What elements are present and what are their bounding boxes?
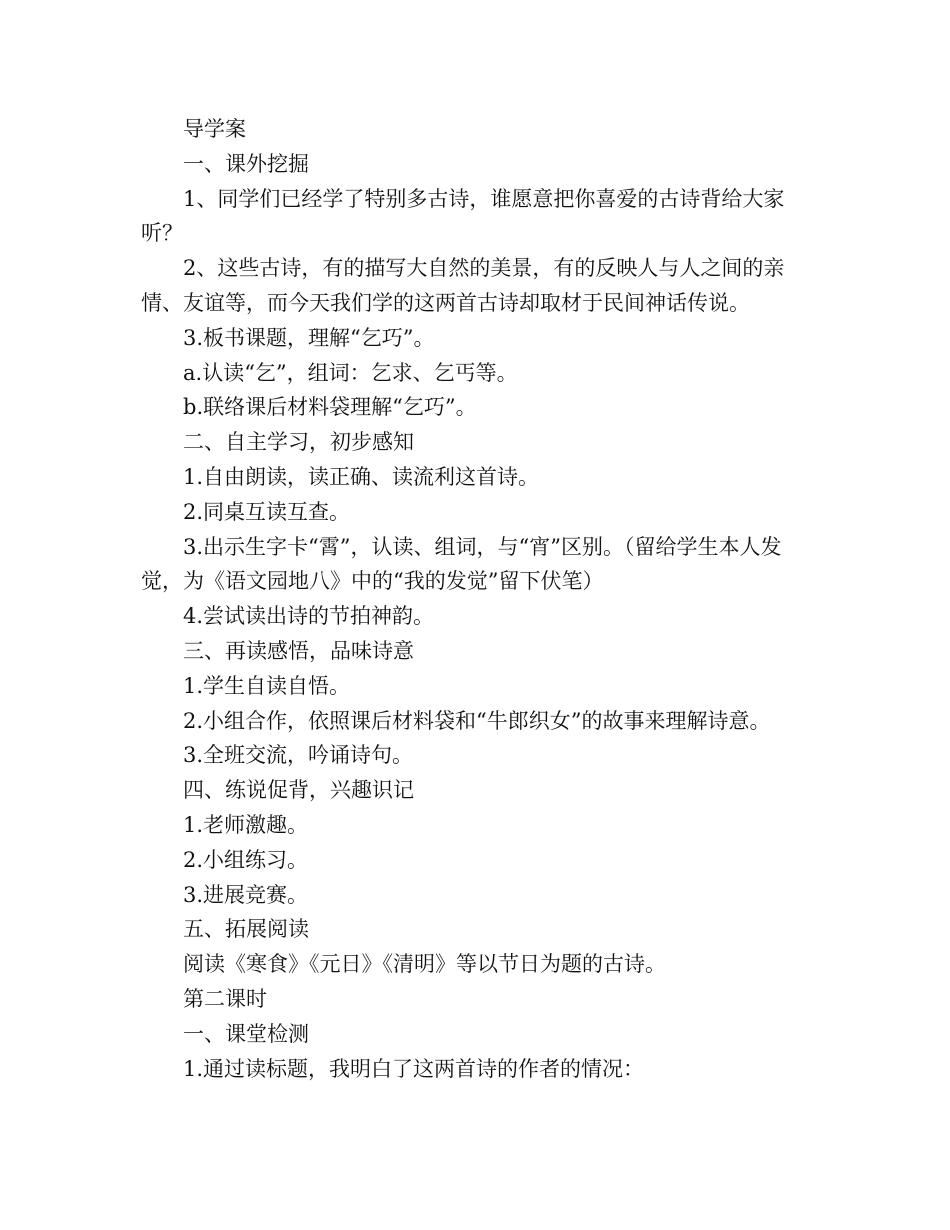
paragraph: 3.出示生字卡“霄”，认读、组词，与“宵”区别。（留给学生本人发觉，为《语文园地八》中的“我的发觉”留下伏笔） <box>141 534 782 594</box>
paragraph: 2、这些古诗，有的描写大自然的美景，有的反映人与人之间的亲情、友谊等，而今天我们学的这两首古诗却取材于民间神话传说。 <box>141 256 785 315</box>
paragraph: b.联络课后材料袋理解“乞巧”。 <box>183 395 477 420</box>
document-body <box>141 112 813 1086</box>
section-heading-1b: 一、课堂检测 <box>183 1021 309 1046</box>
section-heading-2: 二、自主学习，初步感知 <box>183 430 414 455</box>
paragraph: 4.尝试读出诗的节拍神韵。 <box>183 604 435 629</box>
paragraph: 1.学生自读自悟。 <box>183 673 351 698</box>
paragraph: 2.小组练习。 <box>183 847 309 872</box>
paragraph: a.认读“乞”，组词：乞求、乞丐等。 <box>183 360 518 385</box>
paragraph-title: 导学案 <box>183 117 246 141</box>
paragraph: 阅读《寒食》《元日》《清明》等以节日为题的古诗。 <box>183 952 666 977</box>
paragraph: 3.板书课题，理解“乞巧”。 <box>183 325 435 350</box>
paragraph: 2.同桌互读互查。 <box>183 499 351 524</box>
paragraph: 2.小组合作，依照课后材料袋和“牛郎织女”的故事来理解诗意。 <box>183 708 771 733</box>
lesson-heading: 第二课时 <box>183 986 267 1011</box>
paragraph: 1.自由朗读，读正确、读流利这首诗。 <box>183 464 540 489</box>
section-heading-1: 一、课外挖掘 <box>183 151 309 176</box>
section-heading-3: 三、再读感悟，品味诗意 <box>183 638 414 663</box>
paragraph: 3.进展竞赛。 <box>183 882 309 907</box>
paragraph: 1.通过读标题，我明白了这两首诗的作者的情况： <box>183 1056 645 1081</box>
section-heading-4: 四、练说促背，兴趣识记 <box>183 778 414 803</box>
paragraph: 1.老师激趣。 <box>183 812 309 837</box>
section-heading-5: 五、拓展阅读 <box>183 917 309 942</box>
paragraph: 3.全班交流，吟诵诗句。 <box>183 743 414 768</box>
paragraph: 1、同学们已经学了特别多古诗，谁愿意把你喜爱的古诗背给大家听？ <box>141 186 785 246</box>
